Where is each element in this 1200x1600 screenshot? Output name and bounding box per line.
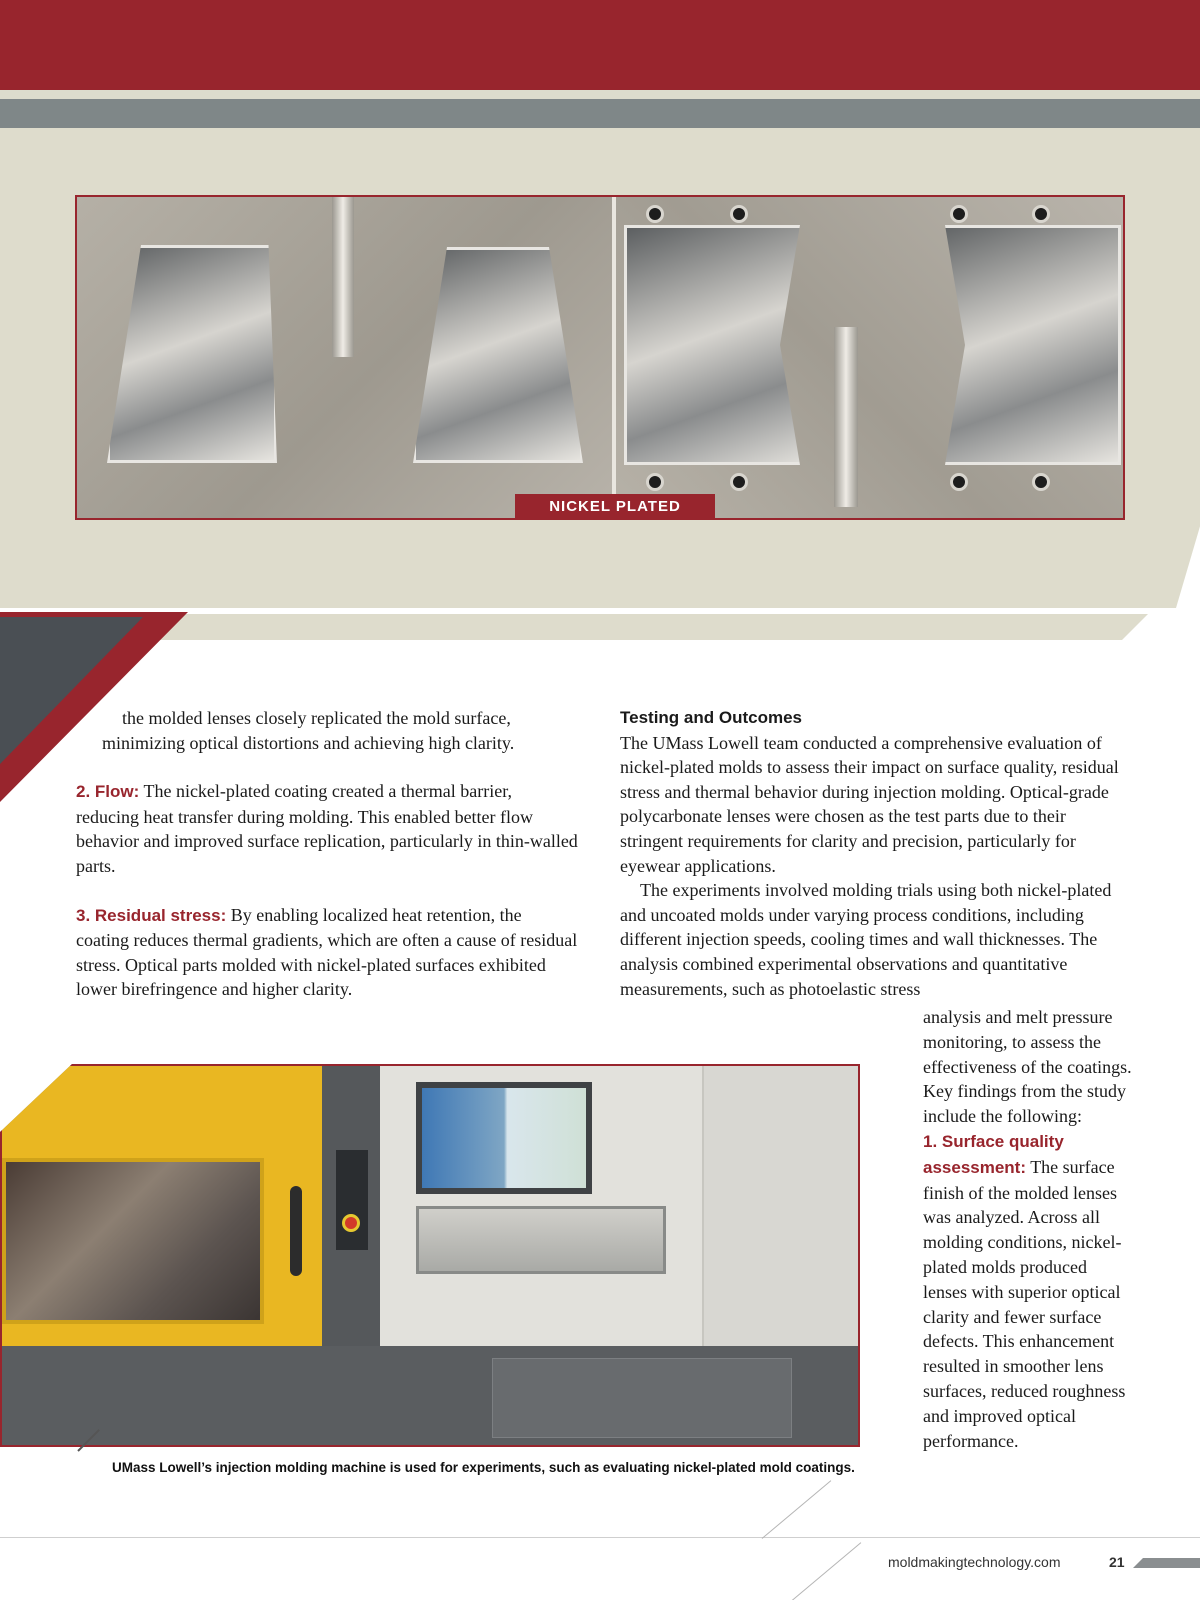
machine-window	[2, 1158, 264, 1324]
ejector-hole	[730, 205, 748, 223]
mold-half-right	[616, 197, 1125, 518]
footer-slash	[792, 1542, 862, 1600]
ejector-hole	[950, 205, 968, 223]
ejector-hole	[1032, 473, 1050, 491]
machine-base-panel	[492, 1358, 792, 1438]
right-column	[620, 706, 1126, 1001]
ejector-hole	[646, 205, 664, 223]
testing-paragraph: The UMass Lowell team conducted a comprehensive evaluation of nickel-plated molds to assess their impact on surface quality, residual stress and thermal behavior during injection molding. Optical-grade polycarbonate lenses were chosen as the test parts due to their stringent requirements for clarity and precision, particularly for eyewear applications.	[620, 732, 1119, 876]
emergency-stop-icon	[342, 1214, 360, 1232]
machine-viewport	[416, 1206, 666, 1274]
footer-slash	[762, 1480, 832, 1539]
footer-website: moldmakingtechnology.com	[888, 1554, 1061, 1570]
header-cream-band	[0, 90, 1200, 99]
ejector-hole	[1032, 205, 1050, 223]
header-red-band	[0, 0, 1200, 90]
residual-stress-paragraph	[76, 903, 579, 1002]
ejector-hole	[730, 473, 748, 491]
mold-cavity	[413, 247, 583, 463]
ejector-hole	[950, 473, 968, 491]
sprue-runner	[834, 327, 858, 507]
ejector-hole	[646, 473, 664, 491]
page-number: 21	[1109, 1554, 1125, 1570]
photo-caption: UMass Lowell’s injection molding machine is used for experiments, such as evaluating nickel-plated mold coatings.	[112, 1460, 855, 1475]
narrow-column	[923, 1005, 1135, 1453]
machine-screen	[422, 1088, 586, 1188]
residual-stress-lead: 3. Residual stress:	[76, 905, 227, 925]
experiments-paragraph: The experiments involved molding trials using both nickel-plated and uncoated molds under varying process conditions, including different injection speeds, cooling times and wall thicknesses. The analysis combined experimental observations and quantitative measurements, such as photoelastic stress	[620, 880, 1112, 999]
flow-paragraph	[76, 779, 579, 878]
machine-keypad	[336, 1150, 368, 1250]
section-heading: Testing and Outcomes	[620, 708, 802, 727]
surface-quality-lead: 1. Surface quality assessment:	[923, 1131, 1064, 1177]
mold-cavity	[107, 245, 277, 463]
machine-handle	[290, 1186, 302, 1276]
footer-bar	[1133, 1558, 1200, 1568]
left-column	[76, 706, 579, 1002]
intro-paragraph: the molded lenses closely replicated the mold surface, minimizing optical distortions and achieving high clarity.	[102, 708, 515, 753]
mold-cavity	[921, 225, 1121, 465]
surface-quality-text: The surface finish of the molded lenses was analyzed. Across all molding conditions, nickel-plated molds produced lenses with superior optical clarity and fewer surface defects. This enhancement resulted in smoother lens surfaces, reduced roughness and improved optical performance.	[923, 1156, 1126, 1451]
machine-guard	[702, 1066, 860, 1346]
flow-text: The nickel-plated coating created a thermal barrier, reducing heat transfer during molding. This enabled better flow behavior and improved surface replication, particularly in thin-walled parts.	[76, 781, 578, 876]
injection-molding-machine-photo	[0, 1064, 860, 1447]
flow-lead: 2. Flow:	[76, 782, 140, 802]
footer-rule	[0, 1537, 1200, 1538]
header-gray-band	[0, 99, 1200, 128]
photo-label: NICKEL PLATED	[515, 494, 715, 520]
residual-stress-text: By enabling localized heat retention, the coating reduces thermal gradients, which are often a cause of residual stress. Optical parts molded with nickel-plated surfaces exhibited lower birefringence and higher clarity.	[76, 904, 578, 1000]
nickel-plated-mold-photo	[75, 195, 1125, 520]
surface-quality-paragraph	[923, 1129, 1135, 1453]
continuation-paragraph: analysis and melt pressure monitoring, to assess the effectiveness of the coatings. Key findings from the study include the following:	[923, 1007, 1132, 1127]
sprue-runner	[332, 197, 354, 357]
mold-cavity	[624, 225, 824, 465]
mold-half-left	[77, 197, 612, 518]
